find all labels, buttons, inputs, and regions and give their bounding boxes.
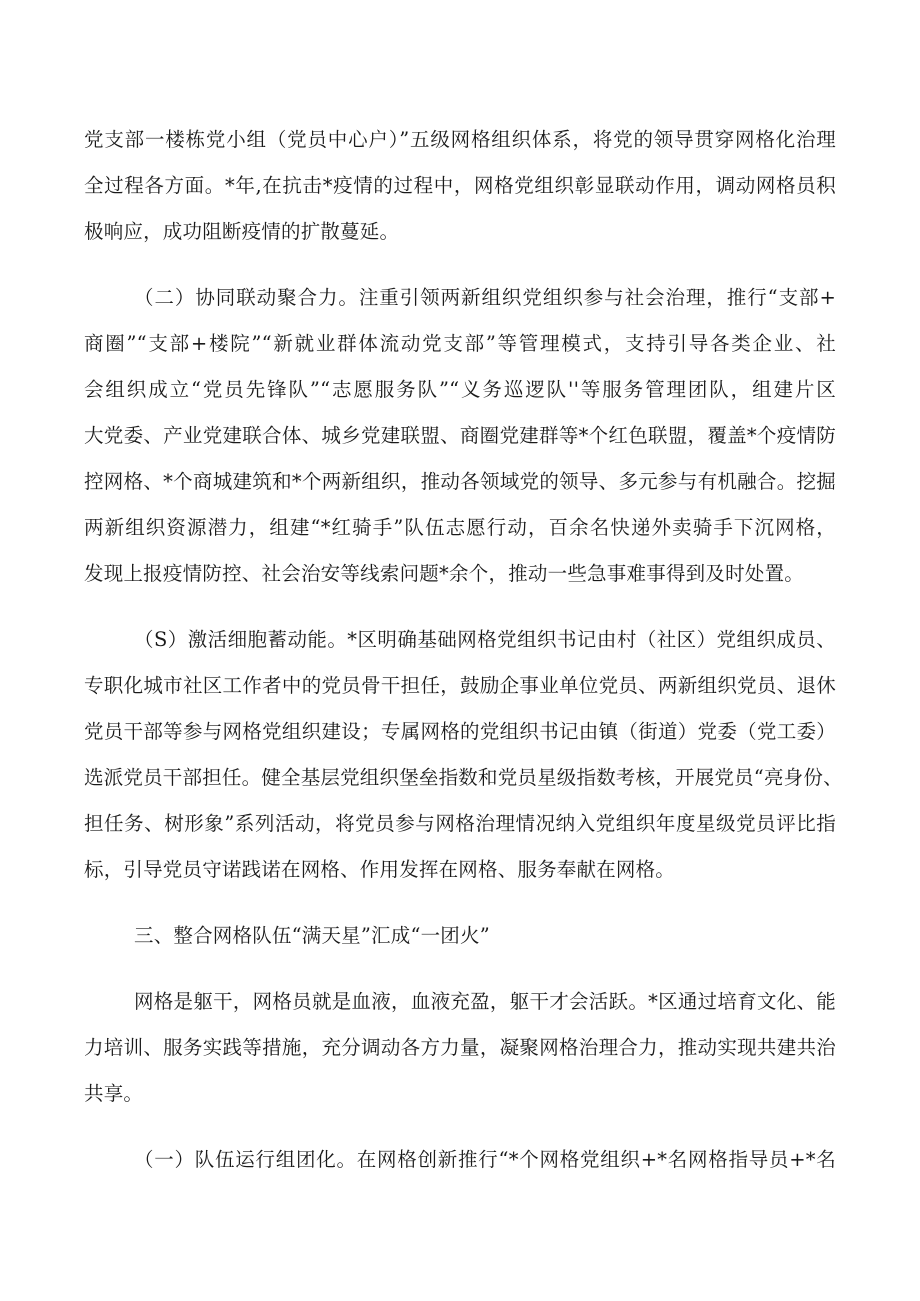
text-line: 网格是躯干，网格员就是血液，血液充盈，躯干才会活跃。*区通过培育文化、能 (134, 990, 836, 1013)
text-line: 标，引导党员守诺践诺在网格、作用发挥在网格、服务奉献在网格。 (84, 858, 676, 881)
paragraph-heading-3: （S）激活细胞蓄动能。*区明确基础网格党组织书记由村（社区）党组织成员、 (134, 628, 836, 651)
section-heading: 三、整合网格队伍“满天星”汇成“一团火” (134, 924, 490, 947)
text-line: 担任务、树形象”系列活动，将党员参与网格治理情况纳入党组织年度星级党员评比指 (84, 812, 836, 835)
text-line: 大党委、产业党建联合体、城乡党建联盟、商圈党建群等*个红色联盟，覆盖*个疫情防 (84, 424, 836, 447)
text-line: 两新组织资源潜力，组建“*红骑手”队伍志愿行动，百余名快递外卖骑手下沉网格， (84, 516, 836, 539)
text-line: 党支部一楼栋党小组（党员中心户）”五级网格组织体系，将党的领导贯穿网格化治理 (84, 128, 836, 151)
text-line: 共享。 (84, 1082, 144, 1105)
text-line: 控网格、*个商城建筑和*个两新组织，推动各领域党的领导、多元参与有机融合。挖掘 (84, 470, 836, 493)
text-line: 极响应，成功阻断疫情的扩散蔓延。 (84, 220, 400, 243)
text-line: 商圈”“支部+楼院”“新就业群体流动党支部”等管理模式，支持引导各类企业、社 (84, 332, 836, 355)
text-line: 选派党员干部担任。健全基层党组织堡垒指数和党员星级指数考核，开展党员“亮身份、 (84, 766, 843, 789)
paragraph-heading-2: （二）协同联动聚合力。注重引领两新组织党组织参与社会治理，推行“支部+ (134, 286, 836, 309)
text-line: 会组织成立“党员先锋队”“志愿服务队”“义务巡逻队''等服务管理团队，组建片区 (84, 378, 836, 401)
text-line: 全过程各方面。*年,在抗击*疫情的过程中，网格党组织彰显联动作用，调动网格员积 (84, 174, 836, 197)
text-line: 发现上报疫情防控、社会治安等线索问题*余个，推动一些急事难事得到及时处置。 (84, 562, 804, 585)
text-line: 党员干部等参与网格党组织建设；专属网格的党组织书记由镇（街道）党委（党工委） (84, 720, 836, 743)
text-line: 力培训、服务实践等措施，充分调动各方力量，凝聚网格治理合力，推动实现共建共治 (84, 1036, 836, 1059)
paragraph-heading-1: （一）队伍运行组团化。在网格创新推行“*个网格党组织+*名网格指导员+*名 (134, 1148, 836, 1171)
text-line: 专职化城市社区工作者中的党员骨干担任，鼓励企事业单位党员、两新组织党员、退休 (84, 674, 836, 697)
